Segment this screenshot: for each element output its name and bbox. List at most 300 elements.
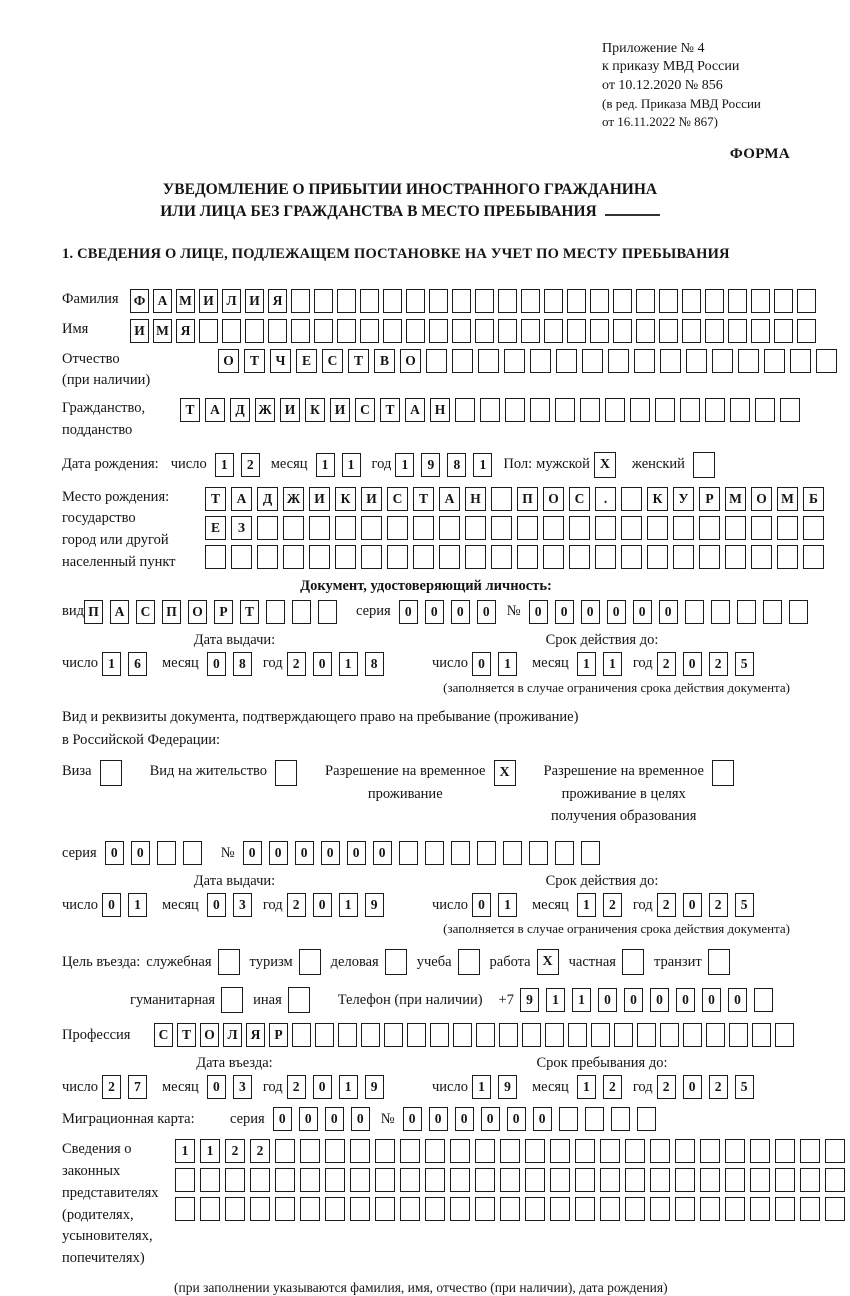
char-box — [350, 1168, 370, 1192]
char-box — [517, 545, 538, 569]
char-box — [384, 1023, 403, 1047]
char-box — [700, 1197, 720, 1221]
char-box: 2 — [102, 1075, 121, 1099]
char-box: 0 — [321, 841, 340, 865]
char-box: 0 — [607, 600, 626, 624]
char-box — [521, 319, 540, 343]
identity-issue-date: число 1 6 месяц 0 8 год 2 0 1 8 — [62, 652, 407, 676]
char-box: 0 — [451, 600, 470, 624]
char-box — [673, 516, 694, 540]
edition-line: от 16.11.2022 № 867) — [602, 113, 719, 129]
migration-number-boxes — [403, 1107, 663, 1131]
char-box — [439, 545, 460, 569]
char-box — [590, 319, 609, 343]
char-box — [673, 545, 694, 569]
char-box — [775, 1168, 795, 1192]
char-box: 1 — [316, 453, 335, 477]
char-box — [605, 398, 625, 422]
char-box — [751, 289, 770, 313]
char-box: А — [153, 289, 172, 313]
residence-doc-date-headings: Дата выдачи: Срок действия до: — [193, 873, 659, 890]
edition-line: (в ред. Приказа МВД России — [602, 96, 761, 112]
identity-doc-dates — [62, 652, 790, 676]
char-box: 0 — [399, 600, 418, 624]
legal-reps-boxes-row2 — [175, 1168, 850, 1192]
doc-kind-boxes — [84, 600, 344, 624]
char-box: 2 — [287, 1075, 306, 1099]
char-box — [550, 1168, 570, 1192]
char-box: В — [374, 349, 395, 373]
char-box: 0 — [243, 841, 262, 865]
char-box — [361, 545, 382, 569]
form-title-line1: УВЕДОМЛЕНИЕ О ПРИБЫТИИ ИНОСТРАННОГО ГРАЖДАНИНА — [162, 180, 658, 198]
char-box: 1 — [395, 453, 414, 477]
residence-expiry-day-boxes — [472, 893, 524, 917]
char-box — [300, 1197, 320, 1221]
purpose-work: работа X — [490, 949, 559, 975]
char-box — [711, 600, 730, 624]
char-box: К — [305, 398, 325, 422]
char-box: 9 — [421, 453, 440, 477]
char-box — [498, 319, 517, 343]
char-box: 9 — [520, 988, 539, 1012]
visit-purpose-row2 — [130, 987, 790, 1013]
sex-label: Пол: — [503, 456, 533, 473]
residence-expiry-year-boxes — [657, 893, 761, 917]
year-label: год — [371, 456, 392, 473]
char-box — [675, 1197, 695, 1221]
char-box: А — [405, 398, 425, 422]
char-box — [429, 289, 448, 313]
char-box — [499, 1023, 518, 1047]
char-box — [245, 319, 264, 343]
char-box — [475, 1168, 495, 1192]
purpose-tourism: туризм — [250, 949, 321, 975]
char-box: 1 — [577, 1075, 596, 1099]
char-box — [680, 398, 700, 422]
char-box: 5 — [735, 893, 754, 917]
char-box — [582, 349, 603, 373]
char-box — [754, 988, 773, 1012]
char-box: 0 — [472, 652, 491, 676]
residence-expiry-month-boxes — [577, 893, 629, 917]
residence-doc-options — [62, 760, 790, 827]
char-box — [650, 1139, 670, 1163]
char-box — [825, 1168, 845, 1192]
char-box: 3 — [233, 1075, 252, 1099]
char-box — [545, 1023, 564, 1047]
char-box — [399, 841, 418, 865]
char-box: М — [777, 487, 798, 511]
char-box: 0 — [659, 600, 678, 624]
residence-number-boxes — [243, 841, 607, 865]
series-label: серия — [355, 603, 391, 620]
char-box — [500, 1168, 520, 1192]
char-box — [569, 516, 590, 540]
char-box: 2 — [603, 893, 622, 917]
char-box — [559, 1107, 578, 1131]
char-box — [477, 841, 496, 865]
migration-card-label: Миграционная карта: — [62, 1110, 195, 1127]
char-box — [797, 319, 816, 343]
char-box — [567, 319, 586, 343]
char-box — [556, 349, 577, 373]
char-box — [498, 289, 517, 313]
char-box: Ф — [130, 289, 149, 313]
purpose-transit: транзит — [654, 949, 730, 975]
char-box: И — [245, 289, 264, 313]
char-box: Р — [214, 600, 233, 624]
char-box — [283, 545, 304, 569]
char-box — [325, 1197, 345, 1221]
char-box — [465, 516, 486, 540]
char-box — [637, 1023, 656, 1047]
char-box — [751, 319, 770, 343]
char-box — [575, 1139, 595, 1163]
char-box: Т — [380, 398, 400, 422]
char-box — [580, 398, 600, 422]
purpose-label: Цель въезда: — [62, 953, 141, 970]
birth-day-boxes — [215, 453, 267, 477]
char-box: 0 — [683, 652, 702, 676]
char-box — [175, 1197, 195, 1221]
char-box — [595, 545, 616, 569]
char-box: 2 — [657, 652, 676, 676]
char-box — [550, 1197, 570, 1221]
legal-reps-row — [62, 1139, 790, 1270]
char-box: Ж — [283, 487, 304, 511]
char-box: Я — [176, 319, 195, 343]
char-box: 0 — [598, 988, 617, 1012]
char-box — [413, 516, 434, 540]
entry-year-boxes — [287, 1075, 391, 1099]
residence-issue-date: число 0 1 месяц 0 3 год 2 0 1 9 — [62, 893, 407, 917]
char-box: 1 — [200, 1139, 220, 1163]
char-box — [800, 1197, 820, 1221]
char-box: 1 — [472, 1075, 491, 1099]
char-box: Л — [222, 289, 241, 313]
entry-dates — [62, 1075, 790, 1099]
char-box — [543, 545, 564, 569]
char-box: 5 — [735, 1075, 754, 1099]
char-box: 3 — [233, 893, 252, 917]
char-box — [452, 319, 471, 343]
day-label: число — [170, 456, 207, 473]
purpose-other: иная — [253, 987, 310, 1013]
char-box — [636, 289, 655, 313]
char-box: 1 — [342, 453, 361, 477]
char-box: 0 — [481, 1107, 500, 1131]
char-box — [660, 1023, 679, 1047]
char-box — [683, 1023, 702, 1047]
char-box — [314, 289, 333, 313]
given-name-boxes — [130, 319, 820, 343]
char-box: С — [154, 1023, 173, 1047]
char-box: Т — [177, 1023, 196, 1047]
char-box — [199, 319, 218, 343]
char-box — [250, 1197, 270, 1221]
char-box — [750, 1197, 770, 1221]
option-temp-permit — [325, 760, 515, 805]
number-label: № — [506, 603, 521, 620]
expiry-date-heading: Срок действия до: — [545, 631, 659, 648]
char-box — [569, 545, 590, 569]
char-box: П — [162, 600, 181, 624]
stay-month-boxes — [577, 1075, 629, 1099]
char-box — [503, 841, 522, 865]
legal-reps-boxes-row1 — [175, 1139, 850, 1163]
char-box: . — [595, 487, 616, 511]
char-box: О — [751, 487, 772, 511]
char-box — [309, 545, 330, 569]
char-box — [525, 1168, 545, 1192]
char-box: 0 — [347, 841, 366, 865]
issue-date-heading: Дата выдачи: — [193, 631, 276, 648]
number-label: № — [380, 1110, 395, 1127]
char-box — [257, 516, 278, 540]
char-box — [425, 1197, 445, 1221]
char-box — [682, 319, 701, 343]
appendix-line: от 10.12.2020 № 856 — [602, 77, 723, 93]
char-box: 0 — [683, 893, 702, 917]
char-box — [318, 600, 337, 624]
purpose-work-checkbox: X — [537, 949, 559, 975]
char-box: 0 — [676, 988, 695, 1012]
char-box — [500, 1139, 520, 1163]
char-box — [530, 398, 550, 422]
char-box — [475, 319, 494, 343]
char-box — [699, 545, 720, 569]
residence-series-boxes — [105, 841, 209, 865]
char-box — [614, 1023, 633, 1047]
char-box — [825, 1139, 845, 1163]
char-box — [706, 1023, 725, 1047]
patronymic-boxes — [218, 349, 842, 373]
char-box — [816, 349, 837, 373]
char-box — [699, 516, 720, 540]
issue-month-boxes — [207, 652, 259, 676]
char-box: 1 — [339, 1075, 358, 1099]
char-box — [705, 289, 724, 313]
char-box: 1 — [128, 893, 147, 917]
number-label: № — [220, 844, 235, 861]
sex-male-label: мужской — [536, 456, 590, 473]
char-box — [504, 349, 525, 373]
char-box: 1 — [102, 652, 121, 676]
residence-expiry-note: (заполняется в случае ограничения срока действия документа) — [443, 921, 790, 937]
char-box — [637, 1107, 656, 1131]
migration-card-row — [62, 1107, 790, 1131]
doc-kind-label: вид — [62, 603, 84, 620]
char-box — [600, 1139, 620, 1163]
char-box — [777, 516, 798, 540]
char-box — [360, 319, 379, 343]
char-box: 0 — [425, 600, 444, 624]
residence-doc-intro: Вид и реквизиты документа, подтверждающего право на пребывание (проживание) в Российской Федерации: — [62, 708, 579, 748]
char-box — [555, 841, 574, 865]
char-box — [825, 1197, 845, 1221]
char-box — [222, 319, 241, 343]
char-box: 2 — [225, 1139, 245, 1163]
char-box: 0 — [313, 1075, 332, 1099]
sex-female-label: женский — [631, 456, 685, 473]
char-box — [452, 289, 471, 313]
option-residence-permit — [150, 760, 297, 786]
month-label: месяц — [270, 456, 308, 473]
char-box: 0 — [403, 1107, 422, 1131]
char-box — [491, 516, 512, 540]
char-box: 9 — [365, 893, 384, 917]
char-box — [568, 1023, 587, 1047]
residence-issue-day-boxes — [102, 893, 154, 917]
char-box — [350, 1197, 370, 1221]
char-box: 0 — [105, 841, 124, 865]
char-box: 1 — [215, 453, 234, 477]
char-box — [800, 1168, 820, 1192]
char-box: А — [439, 487, 460, 511]
form-title-line2: ИЛИ ЛИЦА БЕЗ ГРАЖДАНСТВА В МЕСТО ПРЕБЫВАНИЯ — [62, 201, 758, 223]
char-box: И — [309, 487, 330, 511]
char-box — [337, 289, 356, 313]
char-box — [705, 398, 725, 422]
char-box — [375, 1139, 395, 1163]
char-box — [621, 516, 642, 540]
char-box — [491, 487, 512, 511]
char-box — [275, 1139, 295, 1163]
purpose-other-checkbox — [288, 987, 310, 1013]
char-box — [729, 1023, 748, 1047]
char-box — [425, 841, 444, 865]
char-box — [225, 1168, 245, 1192]
visit-purpose-row1 — [62, 949, 790, 975]
citizenship-label: Гражданство, подданство — [62, 400, 146, 438]
char-box: 1 — [339, 652, 358, 676]
char-box — [375, 1197, 395, 1221]
char-box: 5 — [735, 652, 754, 676]
appendix-line: Приложение № 4 — [602, 41, 705, 56]
char-box: 0 — [624, 988, 643, 1012]
identity-expiry-date: число 0 1 месяц 1 1 год 2 0 2 5 — [432, 652, 761, 676]
char-box: 0 — [295, 841, 314, 865]
char-box — [225, 1197, 245, 1221]
purpose-private: частная — [569, 949, 644, 975]
surname-row — [62, 289, 790, 313]
char-box — [774, 319, 793, 343]
identity-expiry-note: (заполняется в случае ограничения срока действия документа) — [443, 679, 790, 695]
char-box — [530, 349, 551, 373]
char-box — [575, 1168, 595, 1192]
char-box: 0 — [207, 1075, 226, 1099]
char-box: 2 — [657, 1075, 676, 1099]
char-box: 0 — [269, 841, 288, 865]
char-box — [500, 1197, 520, 1221]
char-box — [375, 1168, 395, 1192]
char-box — [660, 349, 681, 373]
char-box — [705, 319, 724, 343]
residence-doc-serial-row — [62, 841, 790, 865]
residence-issue-year-boxes — [287, 893, 391, 917]
char-box — [338, 1023, 357, 1047]
char-box — [543, 516, 564, 540]
citizenship-row — [62, 398, 790, 442]
char-box — [686, 349, 707, 373]
char-box: 0 — [351, 1107, 370, 1131]
char-box — [621, 487, 642, 511]
patronymic-row — [62, 349, 790, 393]
char-box: 1 — [603, 652, 622, 676]
option-visa — [62, 760, 122, 786]
char-box — [521, 289, 540, 313]
char-box — [775, 1139, 795, 1163]
char-box — [361, 1023, 380, 1047]
char-box — [505, 398, 525, 422]
char-box: 0 — [207, 652, 226, 676]
char-box — [777, 545, 798, 569]
char-box — [659, 319, 678, 343]
phone-label: Телефон (при наличии) — [337, 991, 483, 1008]
char-box — [478, 349, 499, 373]
char-box: О — [200, 1023, 219, 1047]
identity-doc-kind-row — [62, 600, 790, 624]
char-box: О — [188, 600, 207, 624]
char-box — [630, 398, 650, 422]
char-box — [452, 349, 473, 373]
birth-date-label: Дата рождения: — [62, 456, 159, 473]
char-box: Р — [699, 487, 720, 511]
residence-issue-month-boxes — [207, 893, 259, 917]
char-box: И — [361, 487, 382, 511]
char-box: П — [517, 487, 538, 511]
birth-place-boxes-row1 — [205, 487, 829, 511]
stay-year-boxes — [657, 1075, 761, 1099]
char-box — [407, 1023, 426, 1047]
char-box — [361, 516, 382, 540]
char-box — [600, 1168, 620, 1192]
char-box: Н — [465, 487, 486, 511]
char-box — [275, 1197, 295, 1221]
entry-date: число 2 7 месяц 0 3 год 2 0 1 9 — [62, 1075, 407, 1099]
char-box — [231, 545, 252, 569]
char-box — [455, 398, 475, 422]
phone-prefix: +7 — [498, 991, 514, 1008]
char-box: 0 — [507, 1107, 526, 1131]
char-box — [517, 516, 538, 540]
char-box — [712, 349, 733, 373]
birth-date-row — [62, 452, 790, 478]
char-box — [451, 841, 470, 865]
char-box — [636, 319, 655, 343]
char-box — [475, 1197, 495, 1221]
char-box: О — [218, 349, 239, 373]
purpose-study-checkbox — [458, 949, 480, 975]
entry-month-boxes — [207, 1075, 259, 1099]
purpose-private-checkbox — [622, 949, 644, 975]
identity-doc-date-headings — [62, 632, 790, 649]
char-box — [775, 1197, 795, 1221]
char-box: Т — [244, 349, 265, 373]
char-box: 0 — [373, 841, 392, 865]
residence-permit-label: Вид на жительство — [149, 763, 268, 780]
issue-year-boxes — [287, 652, 391, 676]
birth-place-boxes-row3 — [205, 545, 829, 569]
char-box — [205, 545, 226, 569]
char-box — [360, 289, 379, 313]
form-title — [62, 179, 758, 224]
char-box — [555, 398, 575, 422]
char-box: 8 — [233, 652, 252, 676]
char-box — [752, 1023, 771, 1047]
char-box — [183, 841, 202, 865]
